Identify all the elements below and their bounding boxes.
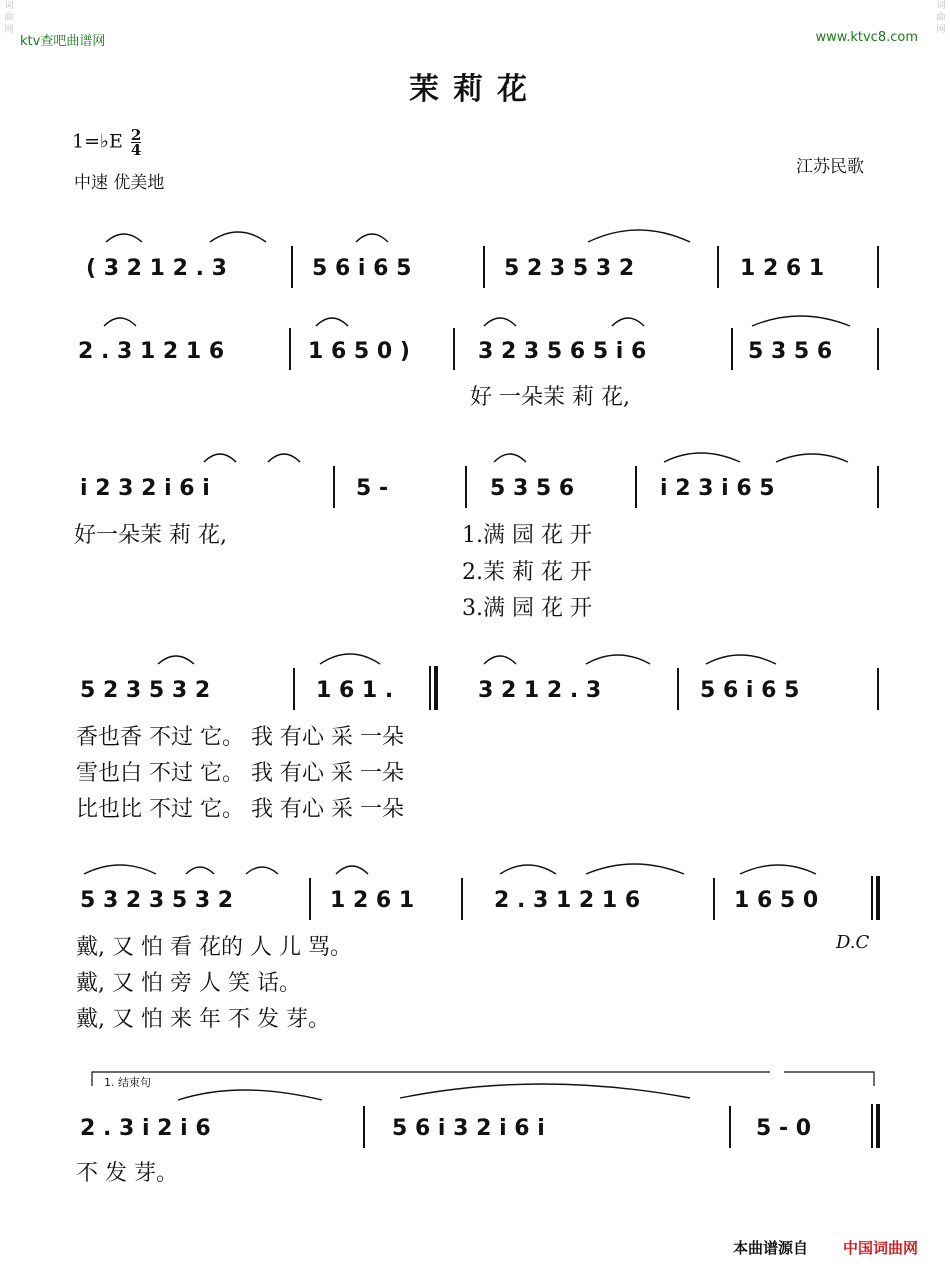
song-origin: 江苏民歌	[796, 157, 864, 177]
measure-r1-3: 5 2 3 5 3 2	[504, 256, 635, 281]
lyrics-r3-verse-2: 2.茉 莉 花 开	[462, 560, 592, 585]
slur	[336, 866, 368, 874]
measure-r3-2: 5 -	[356, 476, 389, 501]
measure-r5-4: 1 6 5 0	[734, 888, 819, 913]
measure-r1-1: ( 3 2 1 2 . 3	[86, 256, 227, 281]
measure-r6-3: 5 - 0	[756, 1116, 812, 1141]
lyrics-r3-verse-1: 1.满 园 花 开	[462, 523, 592, 548]
slur	[740, 865, 816, 874]
side-watermark-right	[934, 0, 948, 36]
measure-r6-2: 5 6 i 3 2 i 6 i	[392, 1116, 545, 1141]
slur	[268, 454, 300, 462]
lyrics-r5-verse-3: 戴, 又 怕 来 年 不 发 芽。	[76, 1007, 330, 1032]
footer-source-label: 本曲谱源自	[732, 1239, 808, 1257]
da-capo-marking: D.C	[836, 932, 870, 953]
slur	[664, 453, 740, 462]
slur	[246, 867, 278, 874]
lyrics-r3-intro: 好一朵茉 莉 花,	[74, 523, 227, 548]
slur	[500, 865, 556, 874]
footer-source-site[interactable]: 中国词曲网	[842, 1239, 918, 1257]
slur	[776, 454, 848, 462]
slur	[106, 234, 142, 242]
slur	[586, 864, 684, 874]
slur	[494, 454, 526, 462]
slur	[356, 234, 388, 242]
lyrics-r6: 不 发 芽。	[76, 1161, 178, 1186]
watermark-text: 词曲网	[936, 1, 946, 35]
measure-r5-2: 1 2 6 1	[330, 888, 415, 913]
slur	[320, 654, 380, 664]
measure-r2-4: 5 3 5 6	[748, 339, 833, 364]
slur	[752, 316, 850, 326]
lyrics-r4-verse-3: 比也比 不过 它。 我 有心 采 一朵	[76, 797, 404, 822]
key-text: 1=♭E	[72, 130, 123, 153]
slur	[484, 318, 516, 326]
lyrics-r4-verse-2: 雪也白 不过 它。 我 有心 采 一朵	[76, 761, 404, 786]
site-name-left[interactable]: ktv查吧曲谱网	[20, 34, 106, 49]
measure-r3-3: 5 3 5 6	[490, 476, 575, 501]
slur	[210, 232, 266, 242]
measure-r6-1: 2 . 3 i 2 i 6	[80, 1116, 211, 1141]
measure-r5-3: 2 . 3 1 2 1 6	[494, 888, 641, 913]
slur	[204, 454, 236, 462]
measure-r4-4: 5 6 i 6 5	[700, 678, 800, 703]
time-signature-top: 2	[130, 126, 142, 144]
measure-r2-1: 2 . 3 1 2 1 6	[78, 339, 225, 364]
measure-r1-2: 5 6 i 6 5	[312, 256, 412, 281]
watermark-text: 词曲网	[4, 1, 14, 35]
slur	[186, 867, 214, 874]
lyrics-r5-verse-2: 戴, 又 怕 旁 人 笑 话。	[76, 971, 301, 996]
slur	[588, 230, 690, 242]
measure-r2-3: 3 2 3 5 6 5 i 6	[478, 339, 647, 364]
slur	[706, 655, 776, 664]
lyrics-r5-verse-1: 戴, 又 怕 看 花的 人 儿 骂。	[76, 935, 352, 960]
site-url-right[interactable]: www.ktvc8.com	[815, 30, 918, 45]
ending-bracket-tail	[784, 1072, 874, 1086]
slur	[612, 318, 644, 326]
slur	[484, 656, 516, 664]
lyrics-r3-verse-3: 3.满 园 花 开	[462, 596, 592, 621]
side-watermark-left	[2, 0, 16, 36]
lyrics-r2: 好 一朵茉 莉 花,	[470, 385, 630, 410]
measure-r5-1: 5 3 2 3 5 3 2	[80, 888, 234, 913]
slur	[400, 1084, 690, 1098]
slur	[104, 318, 136, 326]
measure-r2-2: 1 6 5 0 )	[308, 339, 410, 364]
lyrics-r4-verse-1: 香也香 不过 它。 我 有心 采 一朵	[76, 725, 404, 750]
slur	[586, 655, 650, 664]
time-signature-bottom: 4	[130, 141, 142, 159]
slur	[178, 1090, 322, 1100]
slur	[84, 865, 156, 874]
song-title: 茉莉花	[409, 72, 541, 107]
ending-bracket	[92, 1072, 770, 1086]
measure-r4-3: 3 2 1 2 . 3	[478, 678, 602, 703]
ending-label: 1. 结束句	[104, 1076, 151, 1089]
measure-r3-1: i 2 3 2 i 6 i	[80, 476, 210, 501]
slur	[158, 656, 194, 664]
measure-r4-1: 5 2 3 5 3 2	[80, 678, 211, 703]
measure-r3-4: i 2 3 i 6 5	[660, 476, 775, 501]
measure-r4-2: 1 6 1 .	[316, 678, 394, 703]
measure-r1-4: 1 2 6 1	[740, 256, 825, 281]
tempo-marking: 中速 优美地	[74, 173, 165, 193]
slur	[316, 318, 348, 326]
